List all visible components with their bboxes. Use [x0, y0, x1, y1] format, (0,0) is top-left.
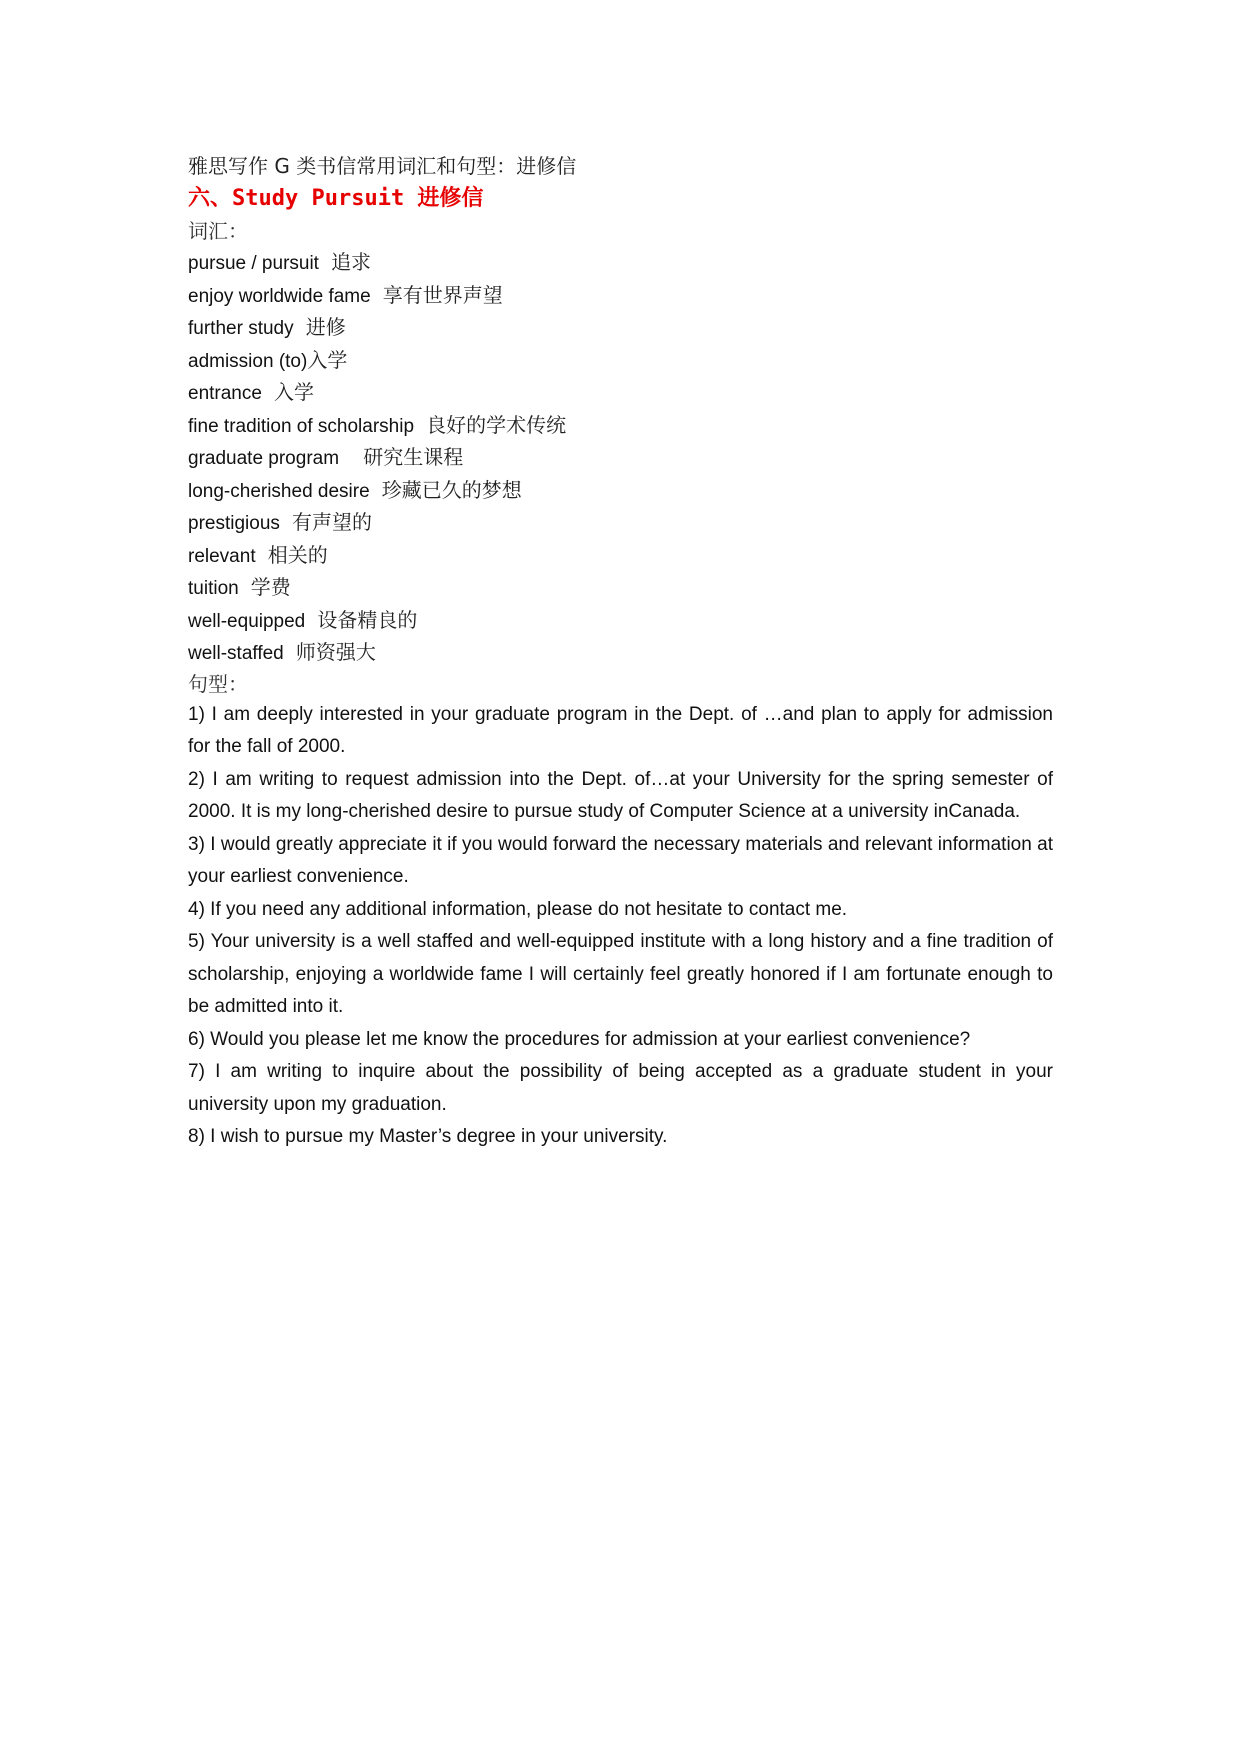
vocab-term: long-cherished desire	[188, 480, 370, 502]
sentence-item: 6) Would you please let me know the procedures for admission at your earliest convenience?	[188, 1028, 971, 1050]
vocab-term: graduate program	[188, 448, 340, 469]
vocab-meaning: 入学	[307, 347, 348, 372]
sentence-item: 8) I wish to pursue my Master’s degree in your university.	[188, 1126, 668, 1147]
vocab-meaning: 追求	[331, 250, 372, 274]
vocab-item	[188, 474, 1053, 507]
vocab-term: well-equipped	[188, 610, 306, 632]
sentence-item: 7) I am writing to inquire about the possibility of being accepted as a graduate student in your university upon my graduation.	[188, 1061, 1053, 1115]
vocab-item	[188, 279, 1053, 312]
vocab-item	[188, 539, 1053, 572]
document-title: 雅思写作 G 类书信常用词汇和句型：进修信	[188, 154, 577, 178]
vocab-term: admission (to)	[188, 350, 308, 372]
vocab-item	[188, 604, 1053, 637]
vocab-term: entrance	[188, 383, 262, 404]
vocabulary-label: 词汇：	[188, 219, 248, 243]
vocab-meaning: 入学	[274, 380, 315, 404]
vocab-meaning: 学费	[250, 575, 291, 599]
vocab-item	[188, 376, 1053, 409]
vocab-meaning: 设备精良的	[317, 607, 418, 632]
vocab-meaning: 享有世界声望	[382, 282, 503, 307]
vocab-item	[188, 344, 1053, 377]
sentence-item: 1) I am deeply interested in your graduate program in the Dept. of …and plan to apply for admission for the fall of 2000.	[188, 703, 1053, 757]
vocab-meaning: 进修	[305, 315, 346, 339]
document-content	[188, 150, 1053, 1154]
vocab-term: tuition	[188, 578, 239, 599]
vocab-item	[188, 571, 1053, 604]
sentence-item: 5) Your university is a well staffed and well-equipped institute with a long history and a fine tradition of scholarship, enjoying a worldwide fame I will certainly feel greatly honored if I am fortunate enough to be admitted into it.	[188, 931, 1053, 1017]
vocab-meaning: 研究生课程	[363, 445, 464, 469]
vocab-item	[188, 636, 1053, 669]
vocab-term: pursue / pursuit	[188, 253, 319, 274]
sentence-patterns-label: 句型：	[188, 671, 248, 696]
vocab-term: well-staffed	[188, 643, 284, 664]
section-heading: 六、Study Pursuit 进修信	[188, 186, 484, 211]
vocab-term: enjoy worldwide fame	[188, 285, 371, 307]
vocab-meaning: 相关的	[267, 542, 328, 567]
sentence-item: 3) I would greatly appreciate it if you would forward the necessary materials and relevant information at your earliest convenience.	[188, 833, 1053, 887]
vocab-term: further study	[188, 318, 294, 339]
vocab-term: prestigious	[188, 513, 280, 534]
vocab-item	[188, 409, 1053, 442]
vocab-item	[188, 246, 1053, 279]
vocab-term: relevant	[188, 545, 256, 567]
vocab-term: fine tradition of scholarship	[188, 415, 415, 437]
vocabulary-list	[188, 246, 1053, 669]
sentence-item: 2) I am writing to request admission into the Dept. of…at your University for the spring semester of 2000. It is my long-cherished desire to pursue study of Computer Science at a university inCanada.	[188, 768, 1053, 822]
vocab-meaning: 有声望的	[291, 510, 372, 534]
vocab-meaning: 师资强大	[295, 640, 376, 664]
vocab-item	[188, 506, 1053, 539]
sentence-pattern-list	[188, 699, 1053, 1154]
vocab-meaning: 良好的学术传统	[426, 412, 567, 437]
vocab-meaning: 珍藏已久的梦想	[381, 477, 522, 502]
vocab-item	[188, 441, 1053, 474]
sentence-item: 4) If you need any additional information, please do not hesitate to contact me.	[188, 898, 848, 920]
vocab-item	[188, 311, 1053, 344]
